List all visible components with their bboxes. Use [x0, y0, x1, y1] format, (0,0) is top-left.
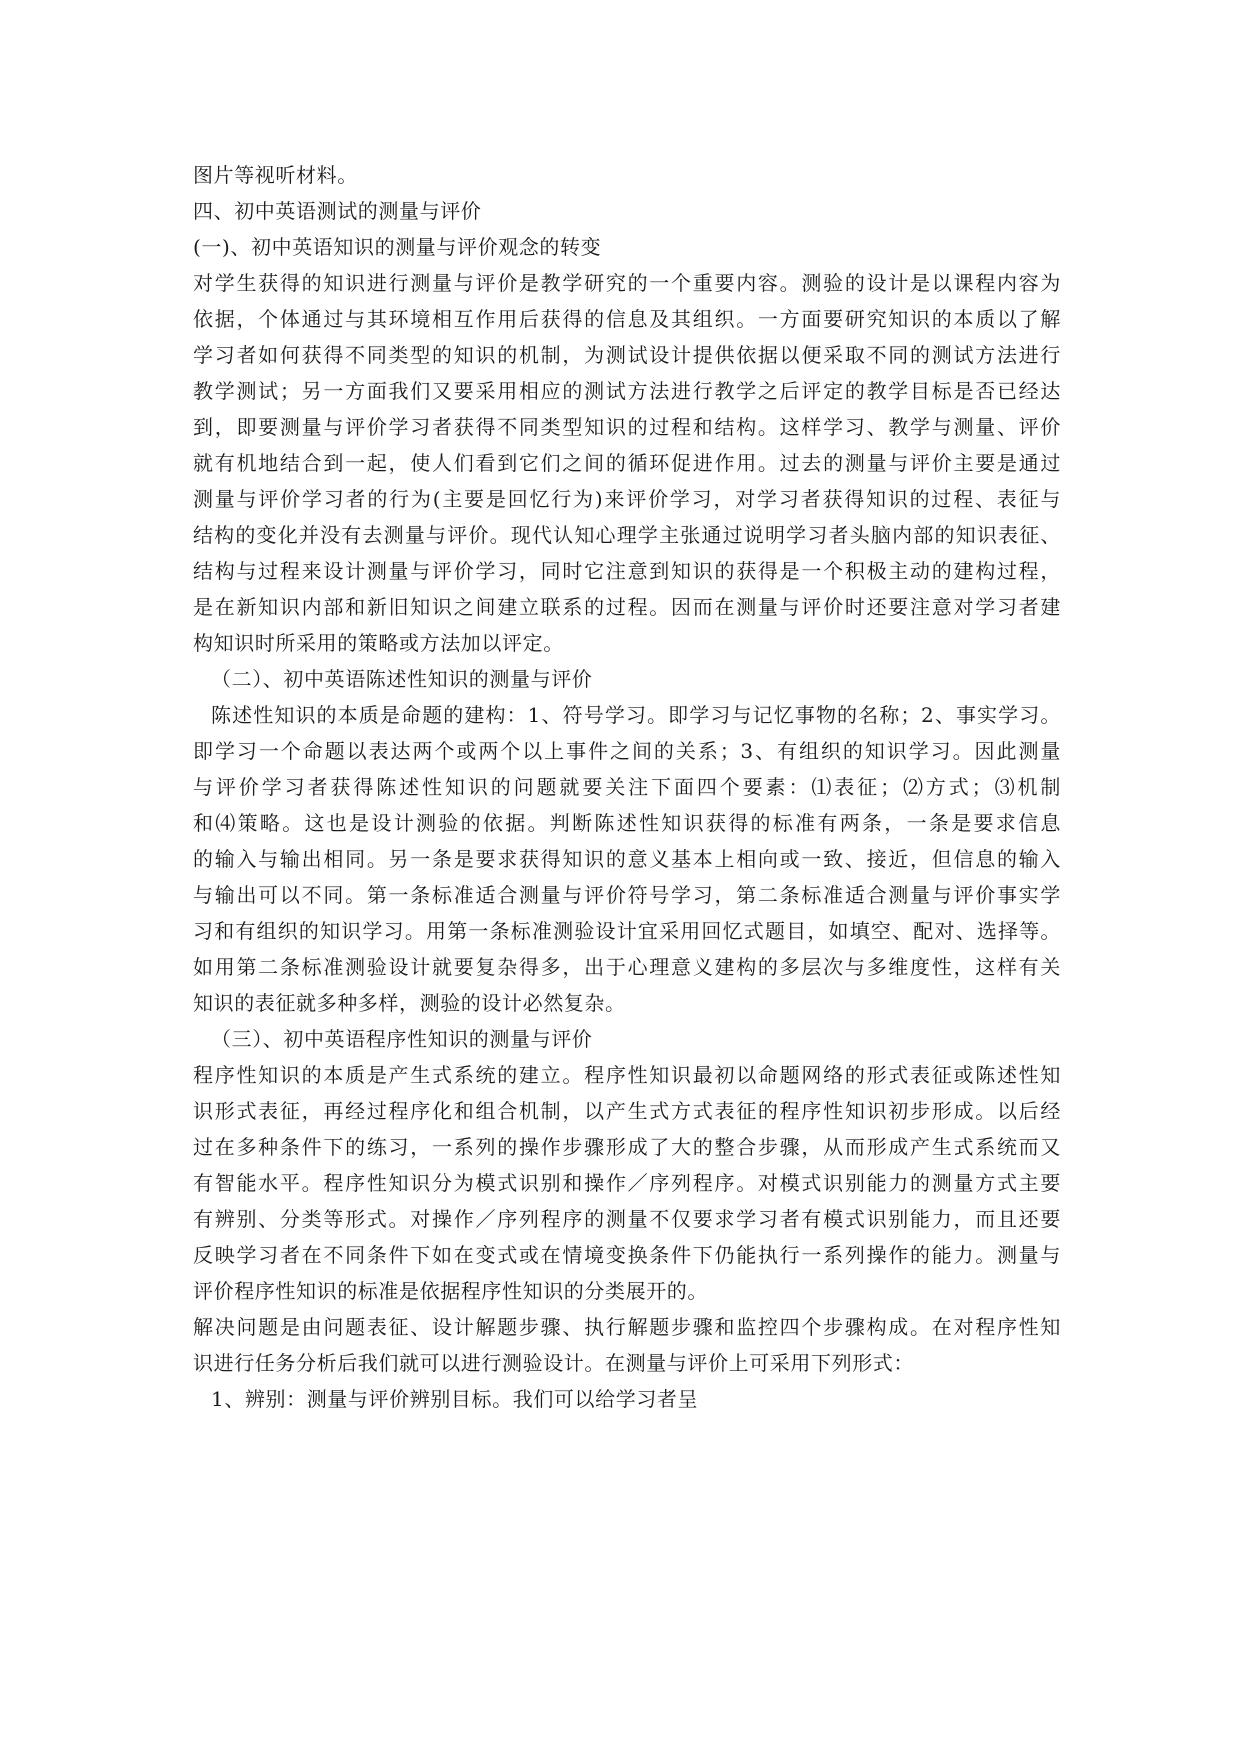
text-line: （三）、初中英语程序性知识的测量与评价	[211, 1027, 593, 1051]
text-line: 程序性知识的本质是产生式系统的建立。程序性知识最初以命题网络的形式表征或陈述性知	[193, 1063, 1061, 1087]
text-line: 过在多种条件下的练习，一系列的操作步骤形成了大的整合步骤，从而形成产生式系统而又	[193, 1135, 1061, 1159]
text-line: 与评价学习者获得陈述性知识的问题就要关注下面四个要素：⑴表征；⑵方式；⑶机制	[193, 775, 1061, 799]
text-line: 与输出可以不同。第一条标准适合测量与评价符号学习，第二条标准适合测量与评价事实学	[193, 883, 1061, 907]
text-line: 的输入与输出相同。另一条是要求获得知识的意义基本上相向或一致、接近，但信息的输入	[193, 847, 1061, 871]
text-line: 是在新知识内部和新旧知识之间建立联系的过程。因而在测量与评价时还要注意对学习者建	[193, 595, 1061, 619]
text-line: 识形式表征，再经过程序化和组合机制，以产生式方式表征的程序性知识初步形成。以后经	[193, 1099, 1061, 1123]
text-line: 和⑷策略。这也是设计测验的依据。判断陈述性知识获得的标准有两条，一条是要求信息	[193, 811, 1061, 835]
text-line: 就有机地结合到一起，使人们看到它们之间的循环促进作用。过去的测量与评价主要是通过	[193, 451, 1061, 475]
text-line: 有辨别、分类等形式。对操作／序列程序的测量不仅要求学习者有模式识别能力，而且还要	[193, 1207, 1061, 1231]
text-line: 习和有组织的知识学习。用第一条标准测验设计宜采用回忆式题目，如填空、配对、选择等。	[193, 919, 1061, 943]
text-line: 测量与评价学习者的行为(主要是回忆行为)来评价学习，对学习者获得知识的过程、表征与	[193, 487, 1061, 511]
text-line: 陈述性知识的本质是命题的建构：1、符号学习。即学习与记忆事物的名称；2、事实学习。	[211, 703, 1061, 727]
text-line: 反映学习者在不同条件下如在变式或在情境变换条件下仍能执行一系列操作的能力。测量与	[193, 1243, 1061, 1267]
text-line: 结构与过程来设计测量与评价学习，同时它注意到知识的获得是一个积极主动的建构过程，	[193, 559, 1061, 583]
text-line: 教学测试；另一方面我们又要采用相应的测试方法进行教学之后评定的教学目标是否已经达	[193, 379, 1061, 403]
text-line: 构知识时所采用的策略或方法加以评定。	[193, 631, 564, 655]
text-line: 解决问题是由问题表征、设计解题步骤、执行解题步骤和监控四个步骤构成。在对程序性知	[193, 1315, 1061, 1339]
text-line: 识进行任务分析后我们就可以进行测验设计。在测量与评价上可采用下列形式：	[193, 1351, 914, 1375]
text-line: （二）、初中英语陈述性知识的测量与评价	[211, 667, 593, 691]
text-line: 到，即要测量与评价学习者获得不同类型知识的过程和结构。这样学习、教学与测量、评价	[193, 415, 1061, 439]
text-line: 如用第二条标准测验设计就要复杂得多，出于心理意义建构的多层次与多维度性，这样有关	[193, 955, 1061, 979]
text-line: 学习者如何获得不同类型的知识的机制，为测试设计提供依据以便采取不同的测试方法进行	[193, 343, 1061, 367]
text-line: 有智能水平。程序性知识分为模式识别和操作／序列程序。对模式识别能力的测量方式主要	[193, 1171, 1061, 1195]
text-line: (一)、初中英语知识的测量与评价观念的转变	[193, 235, 602, 259]
text-line: 结构的变化并没有去测量与评价。现代认知心理学主张通过说明学习者头脑内部的知识表征、	[193, 523, 1061, 547]
text-line: 图片等视听材料。	[193, 163, 358, 187]
text-line: 四、初中英语测试的测量与评价	[193, 199, 482, 223]
document-page	[193, 157, 1061, 1417]
text-line: 知识的表征就多种多样，测验的设计必然复杂。	[193, 991, 626, 1015]
text-line: 评价程序性知识的标准是依据程序性知识的分类展开的。	[193, 1279, 708, 1303]
text-line: 依据，个体通过与其环境相互作用后获得的信息及其组织。一方面要研究知识的本质以了解	[193, 307, 1061, 331]
text-line: 即学习一个命题以表达两个或两个以上事件之间的关系；3、有组织的知识学习。因此测量	[193, 739, 1061, 763]
text-line: 1、辨别：测量与评价辨别目标。我们可以给学习者呈	[211, 1387, 699, 1411]
text-line: 对学生获得的知识进行测量与评价是教学研究的一个重要内容。测验的设计是以课程内容为	[193, 271, 1061, 295]
